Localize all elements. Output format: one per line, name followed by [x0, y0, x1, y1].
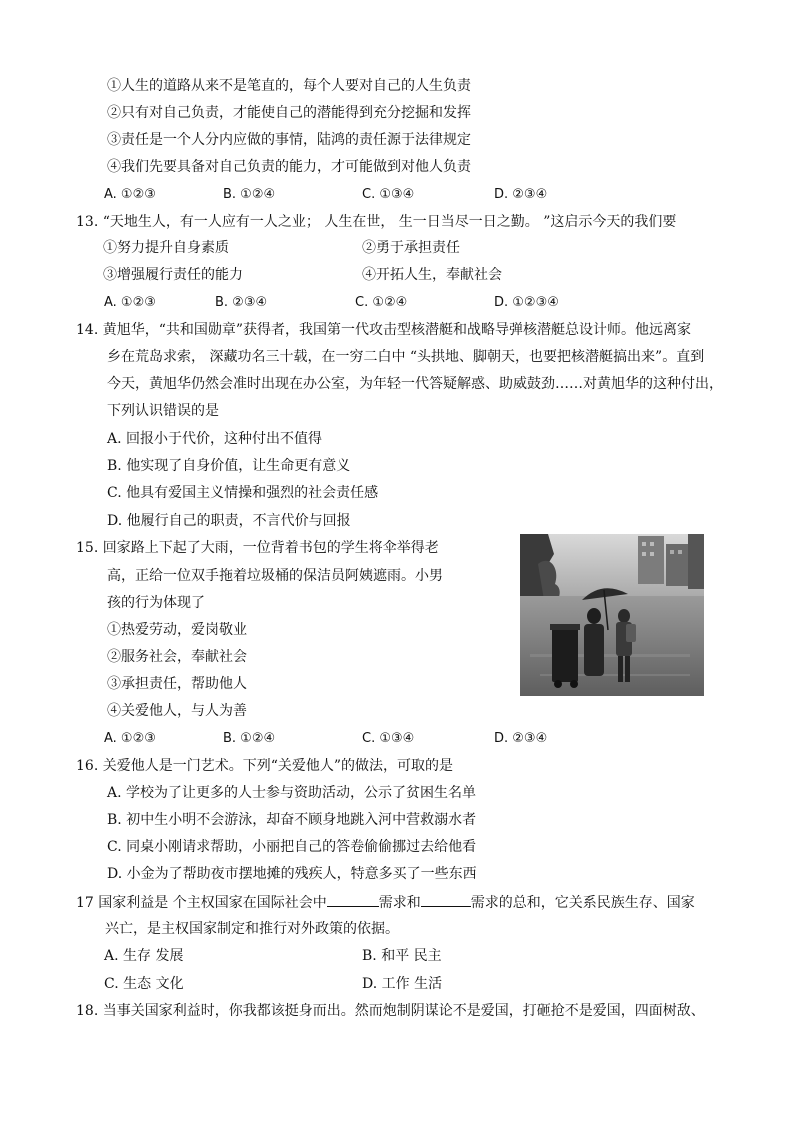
umbrella-photo-illustration	[520, 534, 704, 696]
q14-stem-line-1: 14. 黄旭华，“共和国勋章”获得者，我国第一代攻击型核潜艇和战略导弹核潜艇总设计师。他远离家	[76, 322, 692, 338]
q12-choice-b: B. ①②④	[223, 187, 276, 202]
umbrella-photo	[520, 534, 704, 696]
q13-option-4: ④开拓人生，奉献社会	[362, 267, 502, 283]
q13-stem: 13. “天地生人，有一人应有一人之业； 人生在世， 生一日当尽一日之勤。 ”这启示今天的我们要	[76, 214, 677, 230]
q17-stem-line-1	[76, 892, 695, 913]
q17-option-c: C. 生态 文化	[104, 976, 184, 992]
q12-option-1: ①人生的道路从来不是笔直的，每个人要对自己的人生负责	[107, 78, 471, 94]
q14-option-a: A. 回报小于代价，这种付出不值得	[107, 431, 323, 447]
q14-stem-line-3: 今天，黄旭华仍然会准时出现在办公室，为年轻一代答疑解惑、助威鼓劲……对黄旭华的这种付出，	[107, 376, 723, 392]
q15-stem-line-3: 孩的行为体现了	[107, 595, 205, 611]
q15-option-1: ①热爱劳动，爱岗敬业	[107, 622, 247, 638]
q17-stem-line-2: 兴亡，是主权国家制定和推行对外政策的依据。	[105, 921, 399, 937]
q13-choice-a: A. ①②③	[104, 295, 156, 310]
q15-option-4: ④关爱他人，与人为善	[107, 703, 247, 719]
q13-choice-c: C. ①②④	[355, 295, 408, 310]
q12-choice-c: C. ①③④	[362, 187, 415, 202]
q12-option-2: ②只有对自己负责，才能使自己的潜能得到充分挖掘和发挥	[107, 105, 471, 121]
q16-option-a: A. 学校为了让更多的人士参与资助活动，公示了贫困生名单	[107, 785, 477, 801]
q12-option-3: ③责任是一个人分内应做的事情，陆鸿的责任源于法律规定	[107, 132, 471, 148]
q14-option-c: C. 他具有爱国主义情操和强烈的社会责任感	[107, 485, 379, 501]
q17-blank-2	[421, 892, 471, 907]
q12-choice-a: A. ①②③	[104, 187, 156, 202]
q13-option-1: ①努力提升自身素质	[103, 240, 229, 256]
q17-option-d: D. 工作 生活	[362, 976, 443, 992]
q16-option-d: D. 小金为了帮助夜市摆地摊的残疾人，特意多买了一些东西	[107, 866, 477, 882]
q12-option-4: ④我们先要具备对自己负责的能力，才可能做到对他人负责	[107, 159, 471, 175]
q17-option-a: A. 生存 发展	[104, 948, 184, 964]
q15-choice-d: D. ②③④	[494, 731, 548, 746]
q12-choice-d: D. ②③④	[494, 187, 548, 202]
q18-stem-line-1: 18. 当事关国家利益时，你我都该挺身而出。然而炮制阴谋论不是爱国，打砸抢不是爱国，四面树敌、	[76, 1003, 705, 1019]
q13-option-3: ③增强履行责任的能力	[103, 267, 243, 283]
q16-option-b: B. 初中生小明不会游泳，却奋不顾身地跳入河中营救溺水者	[107, 812, 477, 828]
q13-choice-d: D. ①②③④	[494, 295, 559, 310]
q14-stem-line-2: 乡在荒岛求索， 深藏功名三十载，在一穷二白中 “头拱地、脚朝天，也要把核潜艇搞出来”。直到	[107, 349, 705, 365]
q17-stem-part-2: 需求和	[378, 895, 421, 911]
q15-option-2: ②服务社会，奉献社会	[107, 649, 247, 665]
q15-choice-a: A. ①②③	[104, 731, 156, 746]
q15-choice-c: C. ①③④	[362, 731, 415, 746]
q15-option-3: ③承担责任，帮助他人	[107, 676, 247, 692]
q16-stem: 16. 关爱他人是一门艺术。下列“关爱他人”的做法，可取的是	[76, 758, 454, 774]
q13-option-2: ②勇于承担责任	[362, 240, 460, 256]
q15-choice-b: B. ①②④	[223, 731, 276, 746]
q17-stem-part-3: 需求的总和，它关系民族生存、国家	[470, 895, 695, 911]
q14-stem-line-4: 下列认识错误的是	[107, 403, 219, 419]
q15-stem-line-2: 高，正给一位双手拖着垃圾桶的保洁员阿姨遮雨。小男	[107, 568, 443, 584]
q15-stem-line-1: 15. 回家路上下起了大雨，一位背着书包的学生将伞举得老	[76, 540, 439, 556]
q14-option-b: B. 他实现了自身价值，让生命更有意义	[107, 458, 351, 474]
q13-choice-b: B. ②③④	[215, 295, 268, 310]
q17-option-b: B. 和平 民主	[362, 948, 442, 964]
q16-option-c: C. 同桌小刚请求帮助，小丽把自己的答卷偷偷挪过去给他看	[107, 839, 477, 855]
q17-stem-part-1: 17 国家利益是 个主权国家在国际社会中	[76, 895, 327, 911]
q14-option-d: D. 他履行自己的职责，不言代价与回报	[107, 513, 351, 529]
q17-blank-1	[327, 892, 379, 907]
